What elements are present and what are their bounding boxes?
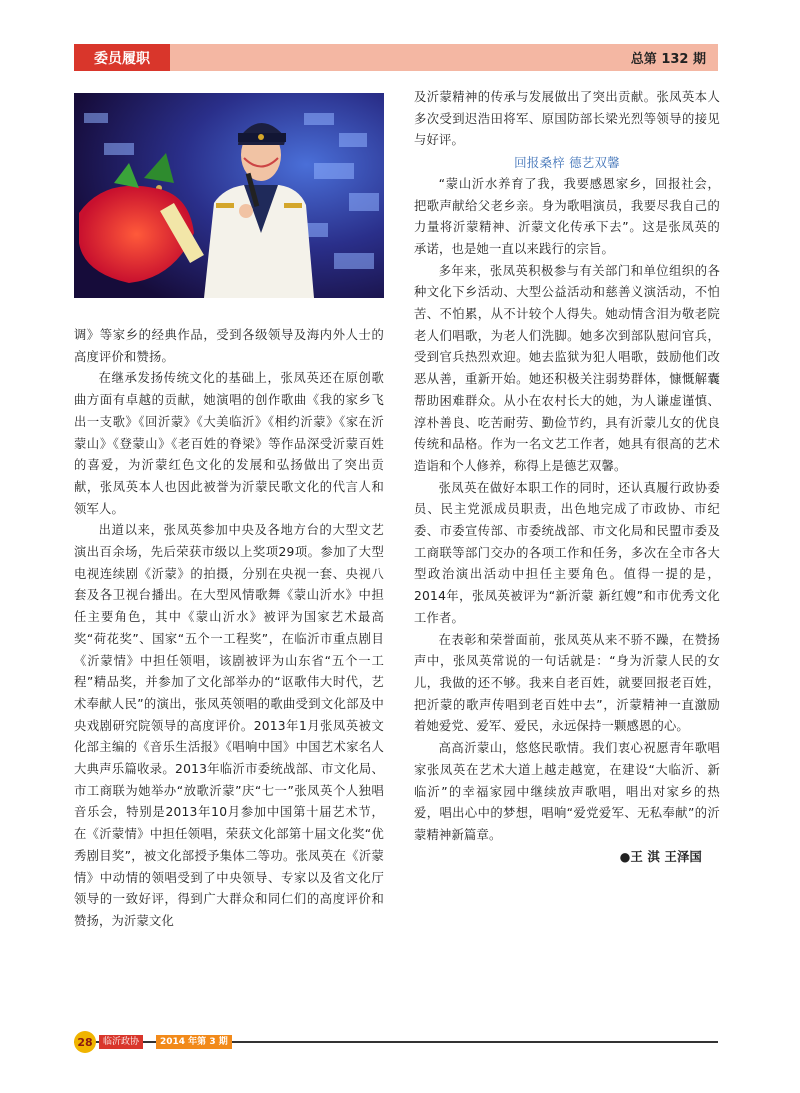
article-paragraph: 在继承发扬传统文化的基础上，张凤英还在原创歌曲方面有卓越的贡献，她演唱的创作歌曲《我的家乡飞出一支歌》《回沂蒙》《大美临沂》《相约沂蒙》《家在沂蒙山》《登蒙山》《老百姓的脊梁》等作品深受沂蒙百姓的喜爱，为沂蒙红色文化的发展和弘扬做出了突出贡献，张凤英本人也因此被誉为沂蒙民歌文化的代言人和领军人。	[74, 371, 384, 516]
article-paragraph: 调》等家乡的经典作品，受到各级领导及海内外人士的高度评价和赞扬。	[74, 328, 384, 364]
left-article-column	[74, 325, 384, 933]
article-paragraph: 张凤英在做好本职工作的同时，还认真履行政协委员、民主党派成员职责，出色地完成了市政协、市纪委、市委宣传部、市委统战部、市文化局和民盟市委及工商联等部门交办的各项工作和任务，多次在全市各大型政治演出活动中担任主要角色。值得一提的是，2014年，张凤英被评为“新沂蒙 新红嫂”和市优秀文化工作者。	[414, 480, 720, 625]
section-subheading: 回报桑梓 德艺双馨	[514, 155, 620, 171]
article-paragraph: 出道以来，张凤英参加中央及各地方台的大型文艺演出百余场，先后荣获市级以上奖项29项。参加了大型电视连续剧《沂蒙》的拍摄，分别在央视一套、央视八套及各卫视台播出。在大型风情歌舞《蒙山沂水》中担任主要角色，其中《蒙山沂水》被评为国家艺术最高奖“荷花奖”、国家“五个一工程奖”，在临沂市重点剧目《沂蒙情》中担任领唱，该剧被评为山东省“五个一工程”精品奖，并参加了文化部举办的“讴歌伟大时代，艺术奉献人民”的演出，张凤英领唱的歌曲受到文化部及中央戏剧研究院领导的高度评价。2013年1月张凤英被文化部主编的《音乐生活报》《唱响中国》中国艺术家名人大典声乐篇收录。2013年临沂市委统战部、市文化局、市工商联为她举办“放歌沂蒙”庆“七一”张凤英个人独唱音乐会，特别是2013年10月参加中国第十届艺术节，在《沂蒙情》中担任领唱，荣获文化部第十届文化奖“优秀剧目奖”，被文化部授予集体二等功。张凤英在《沂蒙情》中动情的领唱受到了中央领导、专家以及省文化厅领导的一致好评，得到广大群众和同仁们的高度评价和赞扬，为沂蒙文化	[74, 523, 384, 928]
page-number-badge: 28	[74, 1031, 96, 1053]
article-author: ●王 淇 王泽国	[619, 849, 702, 864]
footer-issue: 2014 年第 3 期	[156, 1035, 232, 1049]
article-paragraph: 在表彰和荣誉面前，张凤英从来不骄不躁，在赞扬声中，张凤英常说的一句话就是：“身为沂蒙人民的女儿，我做的还不够。我来自老百姓，就要回报老百姓，把沂蒙的歌声传唱到老百姓中去”，沂蒙精神一直激励着她爱党、爱军、爱民，永远保持一颗感恩的心。	[414, 632, 720, 734]
stage-performer-photo	[74, 93, 384, 298]
header-bar	[74, 44, 718, 71]
article-paragraph: 高高沂蒙山，悠悠民歌情。我们衷心祝愿青年歌唱家张凤英在艺术大道上越走越宽，在建设“大临沂、新临沂”的幸福家园中继续放声歌唱，唱出对家乡的热爱，唱出心中的梦想，唱响“爱党爱军、无私奉献”的沂蒙精神新篇章。	[414, 741, 720, 842]
right-article-column	[414, 87, 720, 868]
article-paragraph: “蒙山沂水养育了我，我要感恩家乡，回报社会，把歌声献给父老乡亲。身为歌唱演员，我要尽我自己的力量将沂蒙精神、沂蒙文化传承下去”。这是张凤英的承诺，也是她一直以来践行的宗旨。	[414, 176, 720, 256]
article-paragraph: 及沂蒙精神的传承与发展做出了突出贡献。张凤英本人多次受到迟浩田将军、原国防部长梁光烈等领导的接见与好评。	[414, 90, 720, 148]
article-paragraph: 多年来，张凤英积极参与有关部门和单位组织的各种文化下乡活动、大型公益活动和慈善义演活动，不怕苦、不怕累，从不计较个人得失。她动情含泪为敬老院老人们唱歌，为老人们洗脚。她多次到部队慰问官兵，受到官兵热烈欢迎。她去监狱为犯人唱歌，鼓励他们改恶从善，重新开始。她还积极关注弱势群体，慷慨解囊帮助困难群众。从小在农村长大的她，为人谦虚谨慎、淳朴善良、吃苦耐劳、勤俭节约，具有沂蒙儿女的优良传统和品格。作为一名文艺工作者，她具有很高的艺术造诣和个人修养，称得上是德艺双馨。	[414, 263, 720, 473]
section-tag: 委员履职	[74, 44, 170, 71]
footer-magazine-name: 临沂政协	[99, 1035, 143, 1049]
issue-number: 总第 132 期	[630, 52, 706, 67]
